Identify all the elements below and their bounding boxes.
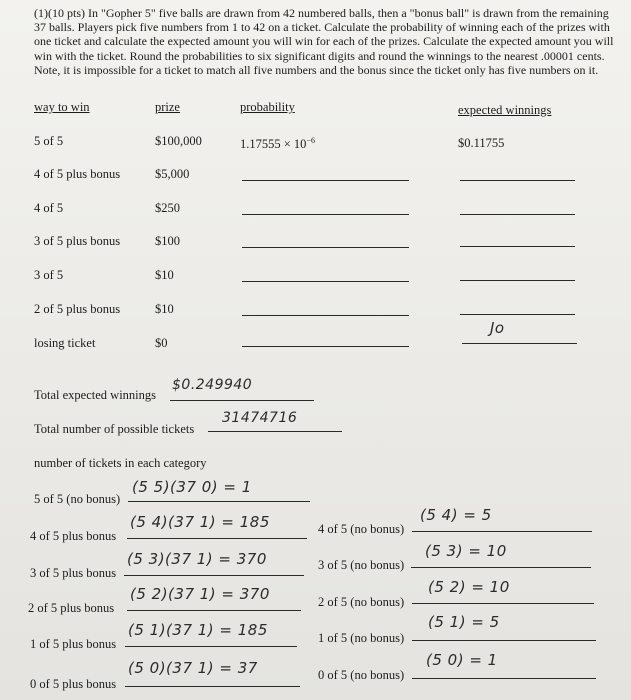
category-value: (5 4)(37 1) = 185 <box>130 513 270 531</box>
category-value: (5 5)(37 0) = 1 <box>132 478 252 496</box>
category-blank <box>412 531 592 532</box>
category-blank <box>127 538 307 539</box>
header-probability: probability <box>240 100 295 114</box>
probability-blank <box>242 180 409 181</box>
category-label: 5 of 5 (no bonus) <box>34 492 121 506</box>
category-label: 0 of 5 (no bonus) <box>318 668 405 682</box>
category-blank <box>125 646 297 647</box>
category-blank <box>128 501 310 502</box>
category-label: 2 of 5 plus bonus <box>28 601 115 615</box>
expected-blank <box>460 280 575 281</box>
category-value: (5 2) = 10 <box>428 578 510 596</box>
category-blank <box>412 640 596 641</box>
category-blank <box>125 686 300 687</box>
expected-blank <box>462 343 577 344</box>
problem-statement: (1)(10 pts) In "Gopher 5" five balls are drawn from 42 numbered balls, then a "bonus ball" is drawn from the remaining 37 balls. Players pick five numbers from 1 to 42 on a ticket. Calculate the probability of winning each of the prizes with one ticket and calculate the expected amount you will win for each of the prizes. Calculate the expected amount you will win with the ticket. Round the probabilities to six significant digits and round the winnings to the nearest .00001 cents. Note, it is impossible for a ticket to match all five numbers and the bonus since the ticket only has five numbers on it. <box>34 6 614 77</box>
row-prize: $0 <box>155 336 168 350</box>
row-prize: $100,000 <box>155 134 202 148</box>
category-value: (5 4) = 5 <box>420 506 492 524</box>
category-blank <box>127 610 301 611</box>
category-value: (5 1)(37 1) = 185 <box>128 621 268 639</box>
expected-blank <box>460 314 575 315</box>
row-prize: $5,000 <box>155 167 190 181</box>
category-label: 0 of 5 plus bonus <box>30 677 117 691</box>
row-prize: $10 <box>155 302 174 316</box>
category-label: 3 of 5 plus bonus <box>30 566 117 580</box>
total-tickets-label: Total number of possible tickets <box>34 422 195 436</box>
category-label: 1 of 5 (no bonus) <box>318 631 405 645</box>
total-expected-value: $0.249940 <box>172 377 253 393</box>
total-tickets-value: 31474716 <box>222 410 298 426</box>
category-label: 2 of 5 (no bonus) <box>318 595 405 609</box>
category-value: (5 3) = 10 <box>425 542 507 560</box>
category-value: (5 2)(37 1) = 370 <box>130 585 270 603</box>
category-label: 4 of 5 (no bonus) <box>318 522 405 536</box>
row-prize: $250 <box>155 201 180 215</box>
total-expected-blank <box>170 400 314 401</box>
category-value: (5 0)(37 1) = 37 <box>128 659 258 677</box>
row-label: 5 of 5 <box>34 134 64 148</box>
probability-blank <box>242 281 409 282</box>
expected-blank <box>460 246 575 247</box>
row-label: 4 of 5 <box>34 201 64 215</box>
category-blank <box>411 567 591 568</box>
category-value: (5 3)(37 1) = 370 <box>127 550 267 568</box>
row-label: losing ticket <box>34 336 96 350</box>
probability-blank <box>242 346 409 347</box>
row-label: 3 of 5 plus bonus <box>34 234 121 248</box>
header-expected-winnings: expected winnings <box>458 103 552 117</box>
category-heading: number of tickets in each category <box>34 456 207 470</box>
handwritten-note: Jo <box>490 319 505 337</box>
probability-blank <box>242 315 409 316</box>
row-label: 3 of 5 <box>34 268 64 282</box>
total-tickets-blank <box>208 431 342 432</box>
expected-blank <box>460 214 575 215</box>
category-blank <box>124 575 304 576</box>
total-expected-label: Total expected winnings <box>34 388 157 402</box>
probability-blank <box>242 247 409 248</box>
category-label: 1 of 5 plus bonus <box>30 637 117 651</box>
header-prize: prize <box>155 100 180 114</box>
row-expected: $0.11755 <box>458 136 505 150</box>
header-way-to-win: way to win <box>34 100 90 114</box>
category-value: (5 1) = 5 <box>428 613 500 631</box>
row-label: 4 of 5 plus bonus <box>34 167 121 181</box>
row-label: 2 of 5 plus bonus <box>34 302 121 316</box>
probability-blank <box>242 214 409 215</box>
row-prize: $100 <box>155 234 180 248</box>
category-blank <box>412 678 596 679</box>
category-label: 3 of 5 (no bonus) <box>318 558 405 572</box>
expected-blank <box>460 180 575 181</box>
row-prize: $10 <box>155 268 174 282</box>
category-value: (5 0) = 1 <box>426 651 498 669</box>
category-blank <box>412 603 594 604</box>
category-label: 4 of 5 plus bonus <box>30 529 117 543</box>
row-probability: $1.17555 \times 10^{-6}$ <box>240 136 315 152</box>
